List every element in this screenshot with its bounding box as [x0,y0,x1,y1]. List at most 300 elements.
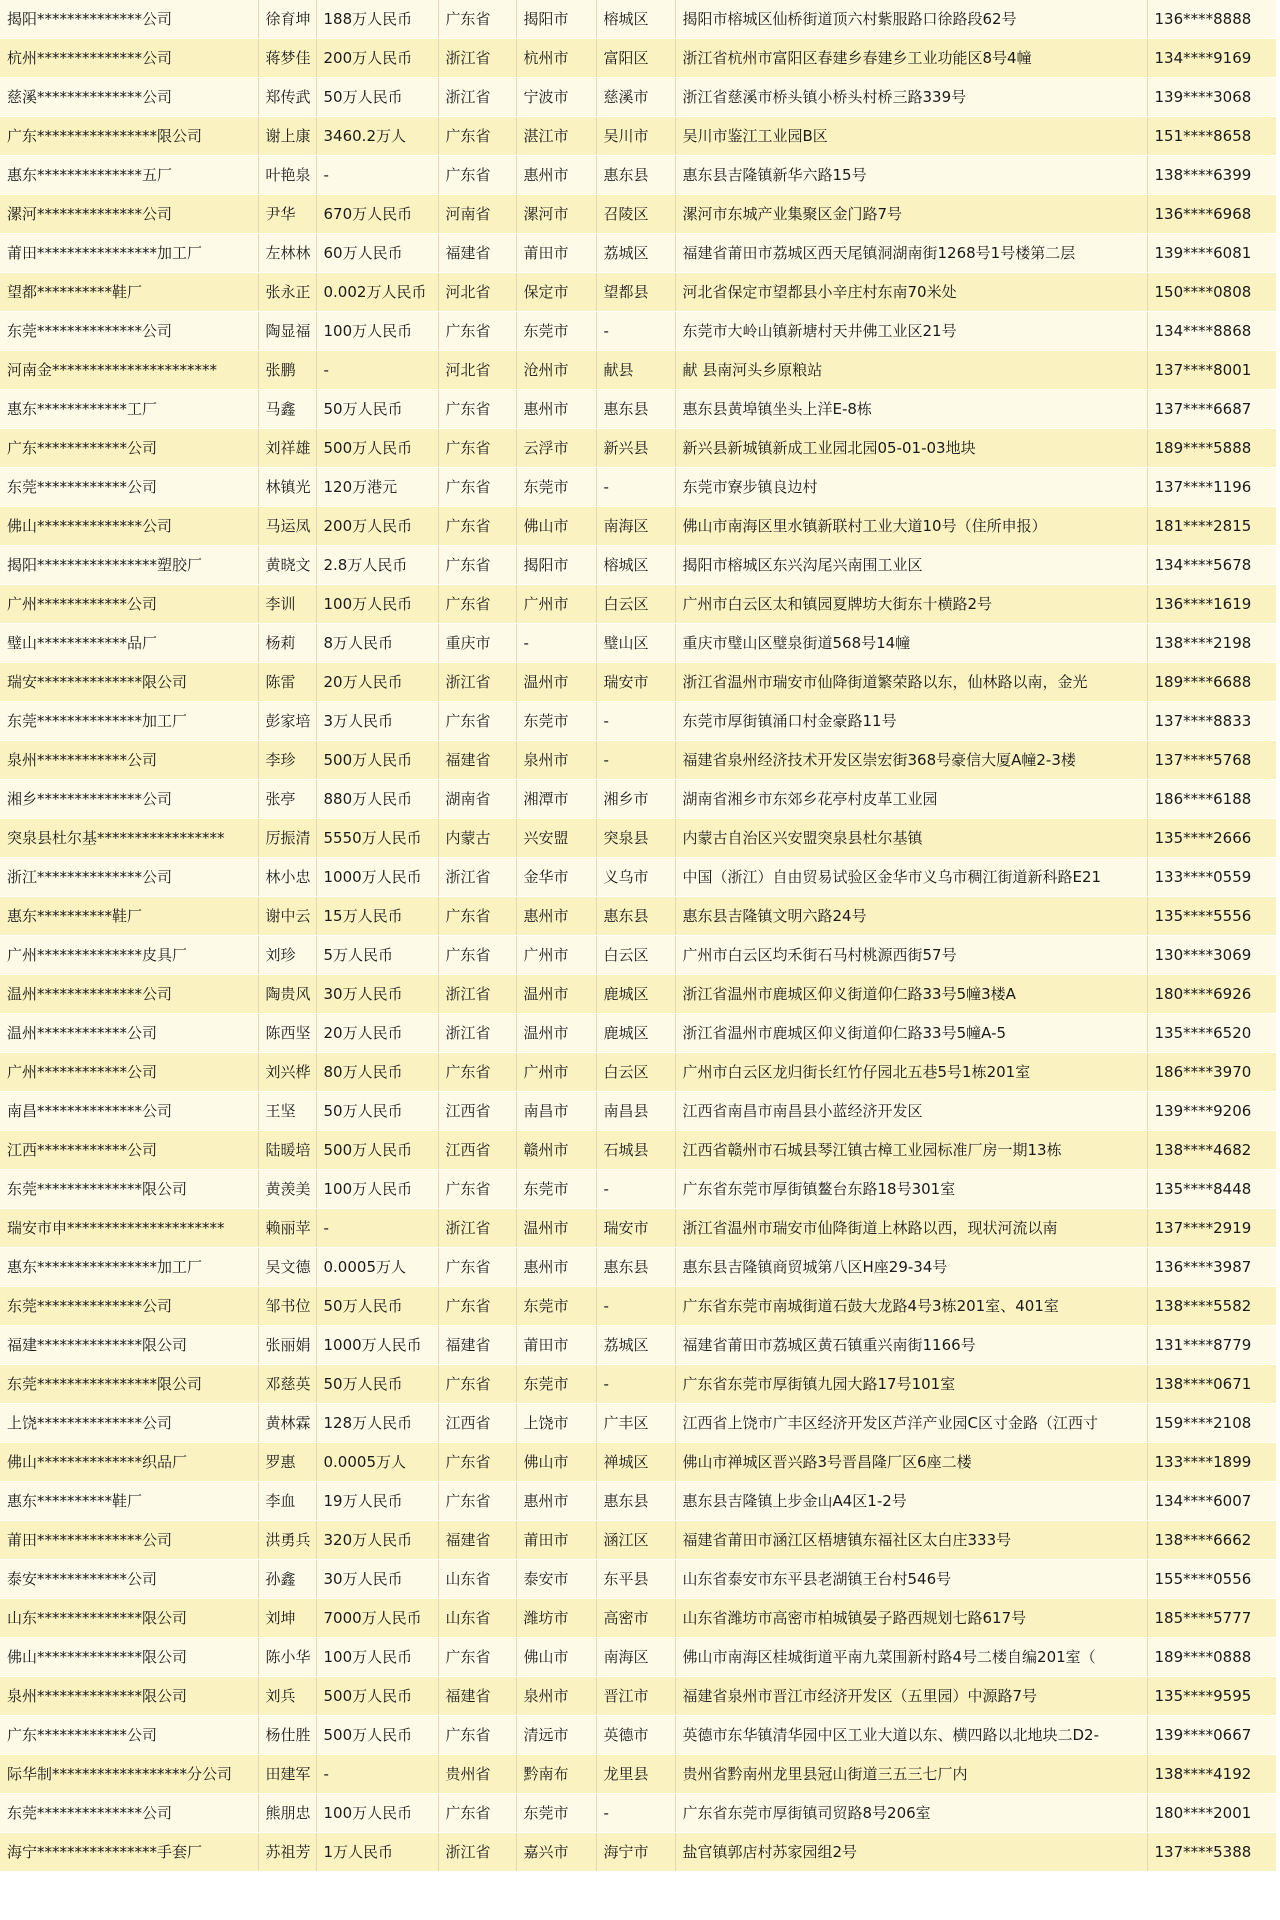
registered-capital-cell: 19万人民币 [316,1482,438,1521]
registered-capital-cell: 500万人民币 [316,429,438,468]
table-row [0,663,1276,702]
address-cell: 揭阳市榕城区仙桥街道顶六村紫服路口徐路段62号 [675,0,1147,39]
city-cell: 佛山市 [516,507,596,546]
legal-person-cell: 刘兵 [258,1677,316,1716]
city-cell: 东莞市 [516,1365,596,1404]
company-name-cell: 东莞**************公司 [0,1287,258,1326]
legal-person-cell: 刘祥雄 [258,429,316,468]
address-cell: 东莞市大岭山镇新塘村天井佛工业区21号 [675,312,1147,351]
city-cell: 兴安盟 [516,819,596,858]
phone-cell: 134****8868 [1147,312,1276,351]
table-row [0,624,1276,663]
city-cell: 清远市 [516,1716,596,1755]
district-cell: 望都县 [596,273,675,312]
table-row [0,39,1276,78]
district-cell: 瑞安市 [596,663,675,702]
address-cell: 广东省东莞市厚街镇鳌台东路18号301室 [675,1170,1147,1209]
company-name-cell: 漯河**************公司 [0,195,258,234]
province-cell: 广东省 [438,1170,516,1209]
phone-cell: 137****5388 [1147,1833,1276,1872]
province-cell: 广东省 [438,390,516,429]
registered-capital-cell: 30万人民币 [316,1560,438,1599]
province-cell: 广东省 [438,1053,516,1092]
province-cell: 广东省 [438,156,516,195]
district-cell: - [596,1287,675,1326]
company-name-cell: 莆田**************公司 [0,1521,258,1560]
city-cell: 东莞市 [516,312,596,351]
legal-person-cell: 陈小华 [258,1638,316,1677]
company-name-cell: 璧山************品厂 [0,624,258,663]
table-row [0,156,1276,195]
company-name-cell: 瑞安**************限公司 [0,663,258,702]
company-name-cell: 佛山**************限公司 [0,1638,258,1677]
company-name-cell: 广东************公司 [0,1716,258,1755]
district-cell: 召陵区 [596,195,675,234]
registered-capital-cell: 2.8万人民币 [316,546,438,585]
table-row [0,1677,1276,1716]
district-cell: - [596,312,675,351]
address-cell: 福建省莆田市荔城区西天尾镇洞湖南街1268号1号楼第二层 [675,234,1147,273]
table-row [0,1755,1276,1794]
table-row [0,858,1276,897]
company-name-cell: 突泉县杜尔基***************** [0,819,258,858]
company-name-cell: 泰安************公司 [0,1560,258,1599]
district-cell: 晋江市 [596,1677,675,1716]
district-cell: 鹿城区 [596,975,675,1014]
table-row [0,234,1276,273]
company-name-cell: 上饶**************公司 [0,1404,258,1443]
province-cell: 贵州省 [438,1755,516,1794]
phone-cell: 151****8658 [1147,117,1276,156]
province-cell: 福建省 [438,234,516,273]
registered-capital-cell: 320万人民币 [316,1521,438,1560]
legal-person-cell: 黄林霖 [258,1404,316,1443]
district-cell: - [596,1365,675,1404]
company-name-cell: 河南金********************** [0,351,258,390]
company-name-cell: 瑞安市申********************* [0,1209,258,1248]
phone-cell: 136****6968 [1147,195,1276,234]
address-cell: 新兴县新城镇新成工业园北园05-01-03地块 [675,429,1147,468]
phone-cell: 150****0808 [1147,273,1276,312]
registered-capital-cell: 3万人民币 [316,702,438,741]
province-cell: 广东省 [438,897,516,936]
phone-cell: 186****6188 [1147,780,1276,819]
registered-capital-cell: 500万人民币 [316,1131,438,1170]
legal-person-cell: 田建军 [258,1755,316,1794]
city-cell: 佛山市 [516,1443,596,1482]
phone-cell: 138****6662 [1147,1521,1276,1560]
company-name-cell: 惠东**********鞋厂 [0,897,258,936]
phone-cell: 135****2666 [1147,819,1276,858]
legal-person-cell: 左林林 [258,234,316,273]
district-cell: 献县 [596,351,675,390]
table-row [0,117,1276,156]
district-cell: 南海区 [596,507,675,546]
table-row [0,429,1276,468]
city-cell: 东莞市 [516,1287,596,1326]
registered-capital-cell: 80万人民币 [316,1053,438,1092]
address-cell: 浙江省温州市瑞安市仙降街道上林路以西，现状河流以南 [675,1209,1147,1248]
phone-cell: 180****6926 [1147,975,1276,1014]
province-cell: 内蒙古 [438,819,516,858]
company-name-cell: 泉州**************限公司 [0,1677,258,1716]
district-cell: 惠东县 [596,1248,675,1287]
table-row [0,468,1276,507]
district-cell: 广丰区 [596,1404,675,1443]
city-cell: 金华市 [516,858,596,897]
city-cell: 温州市 [516,663,596,702]
district-cell: 高密市 [596,1599,675,1638]
company-name-cell: 杭州**************公司 [0,39,258,78]
city-cell: 保定市 [516,273,596,312]
city-cell: 东莞市 [516,468,596,507]
address-cell: 江西省赣州市石城县琴江镇古樟工业园标准厂房一期13栋 [675,1131,1147,1170]
registered-capital-cell: 50万人民币 [316,78,438,117]
company-name-cell: 东莞**************公司 [0,1794,258,1833]
legal-person-cell: 陶显福 [258,312,316,351]
table-row [0,195,1276,234]
address-cell: 佛山市南海区里水镇新联村工业大道10号（住所申报） [675,507,1147,546]
registered-capital-cell: 100万人民币 [316,1170,438,1209]
legal-person-cell: 马运凤 [258,507,316,546]
address-cell: 广东省东莞市南城街道石鼓大龙路4号3栋201室、401室 [675,1287,1147,1326]
address-cell: 惠东县吉隆镇上步金山A4区1-2号 [675,1482,1147,1521]
phone-cell: 137****5768 [1147,741,1276,780]
legal-person-cell: 陆暖培 [258,1131,316,1170]
district-cell: 南昌县 [596,1092,675,1131]
registered-capital-cell: 100万人民币 [316,312,438,351]
district-cell: 义乌市 [596,858,675,897]
company-name-cell: 莆田****************加工厂 [0,234,258,273]
registered-capital-cell: 7000万人民币 [316,1599,438,1638]
table-row [0,585,1276,624]
province-cell: 河北省 [438,273,516,312]
address-cell: 揭阳市榕城区东兴沟尾兴南围工业区 [675,546,1147,585]
province-cell: 广东省 [438,1482,516,1521]
legal-person-cell: 杨莉 [258,624,316,663]
province-cell: 福建省 [438,741,516,780]
table-row [0,741,1276,780]
legal-person-cell: 李训 [258,585,316,624]
legal-person-cell: 马鑫 [258,390,316,429]
province-cell: 福建省 [438,1677,516,1716]
legal-person-cell: 吴文德 [258,1248,316,1287]
table-row [0,1170,1276,1209]
legal-person-cell: 熊朋忠 [258,1794,316,1833]
phone-cell: 189****5888 [1147,429,1276,468]
district-cell: 惠东县 [596,390,675,429]
legal-person-cell: 黄晓文 [258,546,316,585]
company-name-cell: 惠东************工厂 [0,390,258,429]
phone-cell: 133****1899 [1147,1443,1276,1482]
phone-cell: 133****0559 [1147,858,1276,897]
table-row [0,273,1276,312]
address-cell: 漯河市东城产业集聚区金门路7号 [675,195,1147,234]
table-row [0,1599,1276,1638]
table-row [0,1443,1276,1482]
address-cell: 惠东县吉隆镇文明六路24号 [675,897,1147,936]
city-cell: 揭阳市 [516,546,596,585]
district-cell: 荔城区 [596,234,675,273]
city-cell: 惠州市 [516,156,596,195]
district-cell: 突泉县 [596,819,675,858]
phone-cell: 135****8448 [1147,1170,1276,1209]
address-cell: 佛山市南海区桂城街道平南九菜围新村路4号二楼自编201室（ [675,1638,1147,1677]
registered-capital-cell: 20万人民币 [316,1014,438,1053]
province-cell: 广东省 [438,702,516,741]
province-cell: 广东省 [438,1365,516,1404]
table-row [0,312,1276,351]
company-name-cell: 东莞****************限公司 [0,1365,258,1404]
city-cell: 泰安市 [516,1560,596,1599]
registered-capital-cell: - [316,1209,438,1248]
company-name-cell: 东莞**************公司 [0,312,258,351]
city-cell: 温州市 [516,1209,596,1248]
province-cell: 浙江省 [438,1833,516,1872]
city-cell: 惠州市 [516,390,596,429]
district-cell: 鹿城区 [596,1014,675,1053]
city-cell: 温州市 [516,1014,596,1053]
registered-capital-cell: 670万人民币 [316,195,438,234]
district-cell: 新兴县 [596,429,675,468]
registered-capital-cell: 100万人民币 [316,1794,438,1833]
registered-capital-cell: 500万人民币 [316,741,438,780]
phone-cell: 135****5556 [1147,897,1276,936]
address-cell: 江西省上饶市广丰区经济开发区芦洋产业园C区寸金路（江西寸 [675,1404,1147,1443]
address-cell: 献 县南河头乡原粮站 [675,351,1147,390]
table-row [0,1287,1276,1326]
city-cell: 泉州市 [516,1677,596,1716]
city-cell: 揭阳市 [516,0,596,39]
table-row [0,1638,1276,1677]
company-name-cell: 东莞**************加工厂 [0,702,258,741]
company-name-cell: 广州************公司 [0,585,258,624]
table-row [0,1053,1276,1092]
registered-capital-cell: - [316,1755,438,1794]
legal-person-cell: 尹华 [258,195,316,234]
registered-capital-cell: 200万人民币 [316,39,438,78]
city-cell: 南昌市 [516,1092,596,1131]
company-name-cell: 广东****************限公司 [0,117,258,156]
district-cell: 东平县 [596,1560,675,1599]
phone-cell: 134****6007 [1147,1482,1276,1521]
legal-person-cell: 张鹏 [258,351,316,390]
registered-capital-cell: - [316,156,438,195]
company-name-cell: 温州**************公司 [0,975,258,1014]
province-cell: 河南省 [438,195,516,234]
district-cell: 荔城区 [596,1326,675,1365]
phone-cell: 137****2919 [1147,1209,1276,1248]
registered-capital-cell: 5万人民币 [316,936,438,975]
phone-cell: 130****3069 [1147,936,1276,975]
city-cell: 温州市 [516,975,596,1014]
district-cell: - [596,468,675,507]
registered-capital-cell: - [316,351,438,390]
table-row [0,390,1276,429]
legal-person-cell: 张亭 [258,780,316,819]
address-cell: 广州市白云区太和镇园夏牌坊大街东十横路2号 [675,585,1147,624]
phone-cell: 137****8833 [1147,702,1276,741]
address-cell: 浙江省慈溪市桥头镇小桥头村桥三路339号 [675,78,1147,117]
province-cell: 江西省 [438,1131,516,1170]
legal-person-cell: 孙鑫 [258,1560,316,1599]
province-cell: 河北省 [438,351,516,390]
table-row [0,1482,1276,1521]
company-name-cell: 广州**************皮具厂 [0,936,258,975]
company-name-cell: 江西************公司 [0,1131,258,1170]
phone-cell: 138****2198 [1147,624,1276,663]
legal-person-cell: 赖丽苹 [258,1209,316,1248]
address-cell: 浙江省温州市瑞安市仙降街道繁荣路以东，仙林路以南，金光 [675,663,1147,702]
city-cell: 惠州市 [516,1482,596,1521]
phone-cell: 181****2815 [1147,507,1276,546]
phone-cell: 139****9206 [1147,1092,1276,1131]
district-cell: 白云区 [596,585,675,624]
district-cell: - [596,1170,675,1209]
city-cell: 惠州市 [516,1248,596,1287]
legal-person-cell: 郑传武 [258,78,316,117]
legal-person-cell: 王坚 [258,1092,316,1131]
table-row [0,819,1276,858]
province-cell: 浙江省 [438,858,516,897]
registered-capital-cell: 200万人民币 [316,507,438,546]
table-row [0,897,1276,936]
table-row [0,1014,1276,1053]
address-cell: 重庆市璧山区璧泉街道568号14幢 [675,624,1147,663]
address-cell: 福建省莆田市涵江区梧塘镇东福社区太白庄333号 [675,1521,1147,1560]
address-cell: 山东省潍坊市高密市柏城镇晏子路西规划七路617号 [675,1599,1147,1638]
phone-cell: 159****2108 [1147,1404,1276,1443]
city-cell: 佛山市 [516,1638,596,1677]
city-cell: 广州市 [516,1053,596,1092]
company-name-cell: 揭阳**************公司 [0,0,258,39]
address-cell: 东莞市厚街镇涌口村金豪路11号 [675,702,1147,741]
company-name-cell: 望都**********鞋厂 [0,273,258,312]
district-cell: - [596,741,675,780]
company-name-cell: 南昌**************公司 [0,1092,258,1131]
address-cell: 中国（浙江）自由贸易试验区金华市义乌市稠江街道新科路E21 [675,858,1147,897]
address-cell: 英德市东华镇清华园中区工业大道以东、横四路以北地块二D2- [675,1716,1147,1755]
company-name-cell: 东莞**************限公司 [0,1170,258,1209]
address-cell: 佛山市禅城区晋兴路3号晋昌隆厂区6座二楼 [675,1443,1147,1482]
company-name-cell: 广东************公司 [0,429,258,468]
table-row [0,1209,1276,1248]
company-name-cell: 惠东**********鞋厂 [0,1482,258,1521]
company-name-cell: 泉州************公司 [0,741,258,780]
table-row [0,1248,1276,1287]
city-cell: 上饶市 [516,1404,596,1443]
legal-person-cell: 罗惠 [258,1443,316,1482]
district-cell: 南海区 [596,1638,675,1677]
address-cell: 吴川市鉴江工业园B区 [675,117,1147,156]
district-cell: 白云区 [596,936,675,975]
phone-cell: 138****4192 [1147,1755,1276,1794]
registered-capital-cell: 8万人民币 [316,624,438,663]
company-name-cell: 际华制******************分公司 [0,1755,258,1794]
district-cell: 涵江区 [596,1521,675,1560]
district-cell: - [596,1794,675,1833]
city-cell: 惠州市 [516,897,596,936]
province-cell: 浙江省 [438,39,516,78]
table-row [0,1131,1276,1170]
province-cell: 山东省 [438,1560,516,1599]
city-cell: 嘉兴市 [516,1833,596,1872]
province-cell: 广东省 [438,546,516,585]
registered-capital-cell: 5550万人民币 [316,819,438,858]
address-cell: 江西省南昌市南昌县小蓝经济开发区 [675,1092,1147,1131]
company-name-cell: 浙江**************公司 [0,858,258,897]
legal-person-cell: 彭家培 [258,702,316,741]
city-cell: 湘潭市 [516,780,596,819]
province-cell: 广东省 [438,312,516,351]
province-cell: 浙江省 [438,975,516,1014]
table-row [0,1716,1276,1755]
legal-person-cell: 洪勇兵 [258,1521,316,1560]
address-cell: 湖南省湘乡市东郊乡花亭村皮革工业园 [675,780,1147,819]
province-cell: 广东省 [438,1638,516,1677]
registered-capital-cell: 0.002万人民币 [316,273,438,312]
registered-capital-cell: 20万人民币 [316,663,438,702]
table-row [0,1092,1276,1131]
district-cell: 龙里县 [596,1755,675,1794]
city-cell: 黔南布 [516,1755,596,1794]
province-cell: 广东省 [438,0,516,39]
table-row [0,78,1276,117]
district-cell: 石城县 [596,1131,675,1170]
legal-person-cell: 刘坤 [258,1599,316,1638]
phone-cell: 139****0667 [1147,1716,1276,1755]
province-cell: 广东省 [438,1443,516,1482]
registered-capital-cell: 1000万人民币 [316,1326,438,1365]
table-row [0,780,1276,819]
city-cell: 广州市 [516,936,596,975]
province-cell: 江西省 [438,1404,516,1443]
registered-capital-cell: 1万人民币 [316,1833,438,1872]
legal-person-cell: 谢中云 [258,897,316,936]
registered-capital-cell: 100万人民币 [316,585,438,624]
table-row [0,1365,1276,1404]
company-name-cell: 揭阳****************塑胶厂 [0,546,258,585]
legal-person-cell: 邹书位 [258,1287,316,1326]
phone-cell: 135****6520 [1147,1014,1276,1053]
phone-cell: 185****5777 [1147,1599,1276,1638]
district-cell: 榕城区 [596,0,675,39]
province-cell: 浙江省 [438,1209,516,1248]
legal-person-cell: 蒋梦佳 [258,39,316,78]
registered-capital-cell: 3460.2万人 [316,117,438,156]
legal-person-cell: 刘兴桦 [258,1053,316,1092]
phone-cell: 137****6687 [1147,390,1276,429]
province-cell: 广东省 [438,468,516,507]
phone-cell: 138****4682 [1147,1131,1276,1170]
legal-person-cell: 张永正 [258,273,316,312]
legal-person-cell: 苏祖芳 [258,1833,316,1872]
registered-capital-cell: 30万人民币 [316,975,438,1014]
table-row [0,1404,1276,1443]
legal-person-cell: 陈雷 [258,663,316,702]
registered-capital-cell: 50万人民币 [316,1365,438,1404]
address-cell: 东莞市寮步镇良边村 [675,468,1147,507]
address-cell: 福建省泉州经济技术开发区崇宏街368号豪信大厦A幢2-3楼 [675,741,1147,780]
district-cell: 海宁市 [596,1833,675,1872]
table-row [0,0,1276,39]
city-cell: 莆田市 [516,1521,596,1560]
phone-cell: 139****6081 [1147,234,1276,273]
province-cell: 广东省 [438,507,516,546]
phone-cell: 138****6399 [1147,156,1276,195]
company-name-cell: 湘乡**************公司 [0,780,258,819]
city-cell: - [516,624,596,663]
